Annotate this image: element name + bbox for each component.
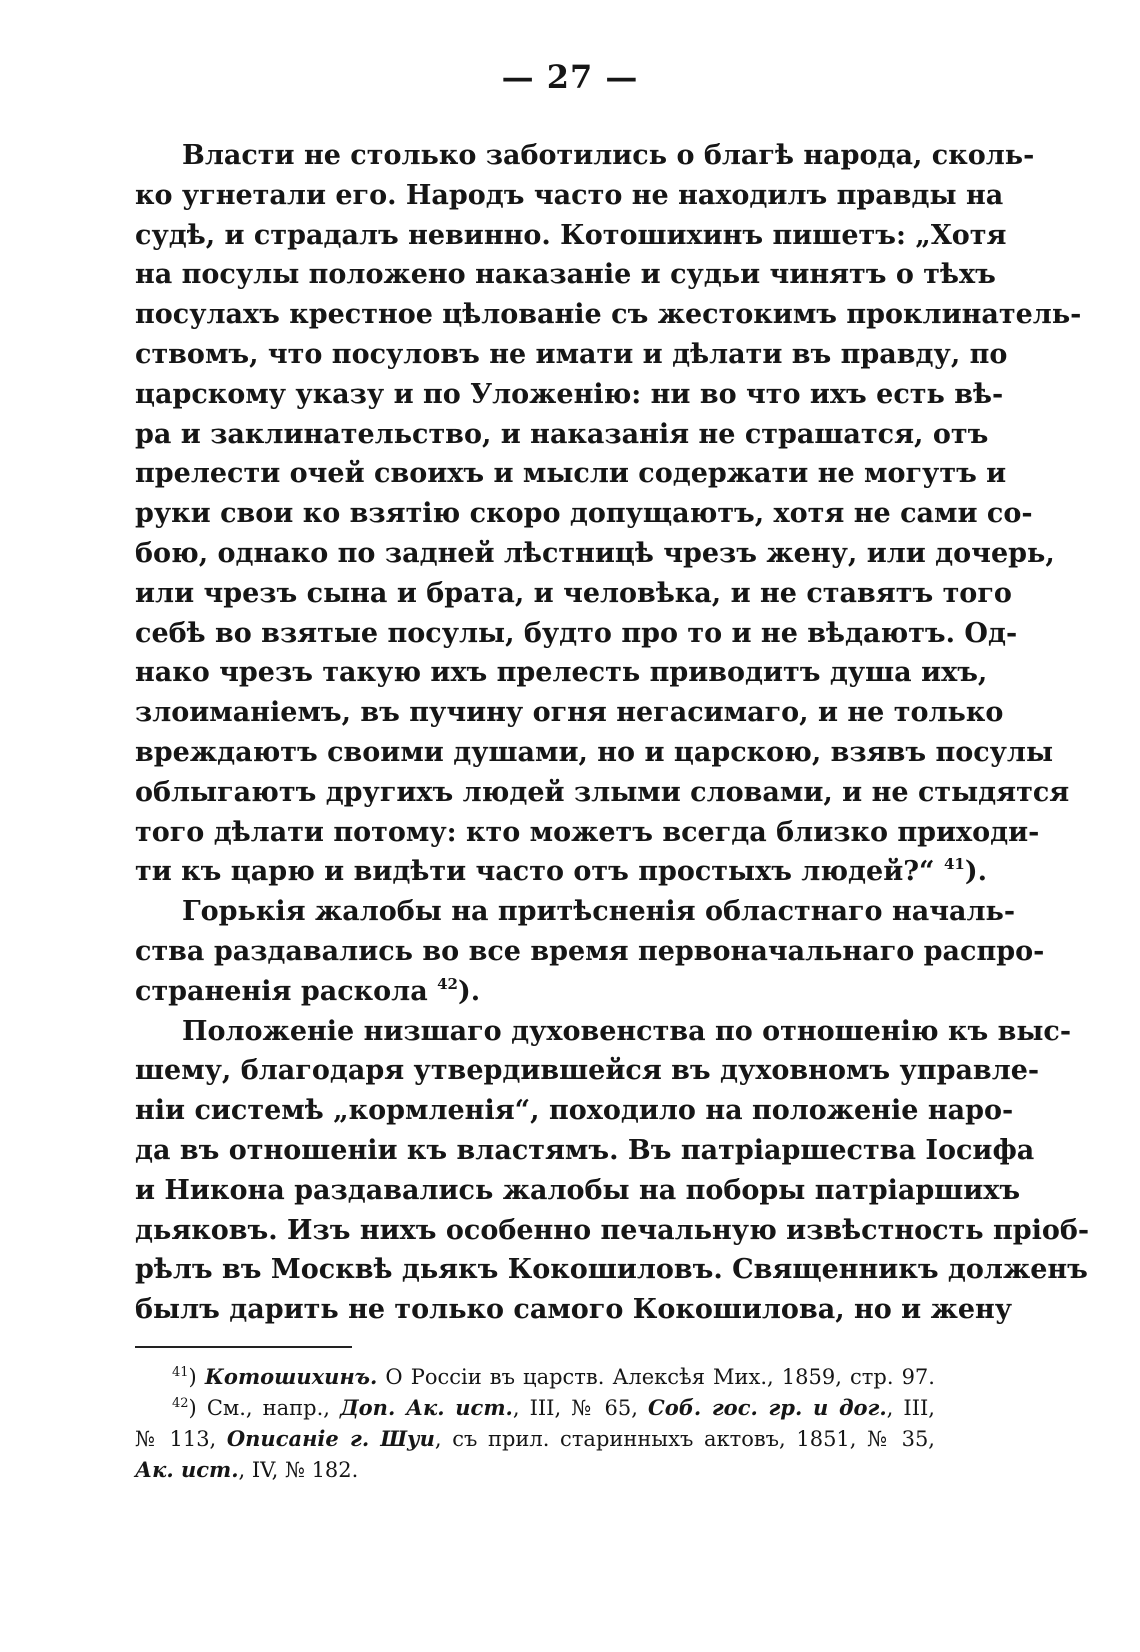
line-text: Власти не столько заботились о благѣ народа, сколь- bbox=[182, 140, 1035, 171]
text-line bbox=[135, 813, 1040, 853]
line-text: царскому указу и по Уложенію: ни во что ихъ есть вѣ- bbox=[135, 378, 1004, 410]
line-text: шему, благодаря утвердившейся въ духовномъ управле- bbox=[135, 1055, 1040, 1087]
footnote-reference-close: ). bbox=[964, 856, 988, 888]
footnote-source-title: Соб. гос. гр. и дог. bbox=[647, 1395, 887, 1420]
text-line bbox=[135, 216, 1007, 256]
text-line bbox=[135, 614, 1018, 654]
text-line bbox=[135, 653, 988, 693]
line-text: прелести очей своихъ и мысли содержати не могутъ и bbox=[135, 458, 1007, 490]
footnote-reference-close: ). bbox=[457, 975, 481, 1007]
line-text: ніи системѣ „кормленія“, походило на положеніе наро- bbox=[135, 1095, 1014, 1127]
footnote-paren: ) bbox=[188, 1365, 197, 1389]
footnote-source-title: Ак. ист. bbox=[135, 1457, 239, 1482]
line-text: облыгаютъ другихъ людей злыми словами, и не стыдятся bbox=[135, 776, 1070, 808]
line-text: себѣ во взятые посулы, будто про то и не вѣдаютъ. Од- bbox=[135, 617, 1018, 649]
text-line bbox=[135, 176, 1004, 216]
footnote-text: № 113, bbox=[135, 1427, 217, 1451]
line-text: того дѣлати потому: кто можетъ всегда близко приходи- bbox=[135, 816, 1040, 848]
footnote-text: , III, bbox=[886, 1396, 935, 1420]
text-line bbox=[135, 454, 1007, 494]
text-line bbox=[135, 136, 1035, 176]
text-line bbox=[135, 773, 1070, 813]
text-line bbox=[135, 693, 1004, 733]
line-text: злоиманіемъ, въ пучину огня негасимаго, и не только bbox=[135, 697, 1004, 729]
line-text: нако чрезъ такую ихъ прелесть приводитъ душа ихъ, bbox=[135, 657, 988, 689]
text-line bbox=[135, 415, 989, 455]
text-line bbox=[135, 494, 1033, 534]
line-text: былъ дарить не только самого Кокошилова, но и жену bbox=[135, 1294, 1013, 1326]
text-line bbox=[135, 1250, 1088, 1290]
text-line bbox=[135, 1290, 1013, 1330]
footnote-42-line-2 bbox=[135, 1423, 935, 1454]
footnote-marker: 42 bbox=[172, 1396, 189, 1411]
footnote-paren: ) bbox=[188, 1396, 197, 1420]
footnote-text: , съ прил. старинныхъ актовъ, 1851, № 35, bbox=[434, 1427, 935, 1451]
line-text: вреждаютъ своими душами, но и царскою, взявъ посулы bbox=[135, 736, 1054, 768]
footnote-source-title: Доп. Ак. ист. bbox=[340, 1395, 513, 1420]
line-text: ти къ царю и видѣти часто отъ простыхъ людей?“ bbox=[135, 856, 935, 888]
footnote-text: О Россіи въ царств. Алексѣя Мих., 1859, стр. 97. bbox=[385, 1365, 935, 1389]
line-text: страненія раскола bbox=[135, 975, 428, 1007]
footnote-source-title: Описаніе г. Шуи bbox=[226, 1426, 435, 1451]
text-line bbox=[135, 1131, 1035, 1171]
text-line bbox=[135, 852, 988, 892]
text-line bbox=[135, 892, 1016, 932]
footnote-reference: 42 bbox=[437, 974, 458, 993]
footnote-reference: 41 bbox=[943, 855, 965, 874]
text-line bbox=[135, 972, 935, 1012]
line-text: на посулы положено наказаніе и судьи чинятъ о тѣхъ bbox=[135, 259, 996, 291]
text-line bbox=[135, 932, 1045, 972]
footnote-marker: 41 bbox=[172, 1365, 189, 1380]
footnote-separator bbox=[135, 1346, 352, 1348]
line-text: ствомъ, что посуловъ не имати и дѣлати въ правду, по bbox=[135, 338, 1008, 370]
text-line bbox=[135, 733, 1054, 773]
line-text: бою, однако по задней лѣстницѣ чрезъ жену, или дочерь, bbox=[135, 537, 1055, 569]
text-line bbox=[135, 1211, 1090, 1251]
text-line bbox=[135, 574, 1012, 614]
footnote-42-line-3 bbox=[135, 1454, 935, 1485]
line-text: рѣлъ въ Москвѣ дьякъ Кокошиловъ. Священникъ долженъ bbox=[135, 1254, 1088, 1286]
line-text: Положеніе низшаго духовенства по отношенію къ выс- bbox=[182, 1015, 1072, 1047]
line-text: судѣ, и страдалъ невинно. Котошихинъ пишетъ: „Хотя bbox=[135, 219, 1007, 251]
line-text: ства раздавались во все время первоначальнаго распро- bbox=[135, 935, 1045, 967]
footnotes bbox=[135, 1361, 935, 1485]
line-text: дьяковъ. Изъ нихъ особенно печальную извѣстность пріоб- bbox=[135, 1214, 1090, 1246]
footnote-41 bbox=[135, 1361, 935, 1392]
body-text bbox=[135, 136, 1090, 1330]
page-number: — 27 — bbox=[501, 58, 639, 96]
line-text: да въ отношеніи къ властямъ. Въ патріаршества Іосифа bbox=[135, 1134, 1035, 1166]
text-line bbox=[135, 1051, 1040, 1091]
text-line bbox=[135, 375, 1004, 415]
line-text: руки свои ко взятію скоро допущаютъ, хотя не сами со- bbox=[135, 498, 1033, 530]
text-line bbox=[135, 534, 1055, 574]
text-line bbox=[135, 255, 996, 295]
line-text: посулахъ крестное цѣлованіе съ жестокимъ проклинатель- bbox=[135, 299, 1082, 331]
text-line bbox=[135, 335, 1008, 375]
line-text: ра и заклинательство, и наказанія не страшатся, отъ bbox=[135, 418, 989, 450]
line-text: или чрезъ сына и брата, и человѣка, и не ставятъ того bbox=[135, 577, 1012, 609]
line-text: Горькія жалобы на притѣсненія областнаго началь- bbox=[182, 896, 1016, 928]
footnote-text: , III, № 65, bbox=[512, 1396, 638, 1420]
text-line bbox=[135, 295, 1082, 335]
line-text: ко угнетали его. Народъ часто не находилъ правды на bbox=[135, 179, 1004, 211]
footnote-text: , IV, № 182. bbox=[238, 1458, 359, 1482]
footnote-text: См., напр., bbox=[206, 1396, 330, 1420]
text-line bbox=[135, 1091, 1014, 1131]
footnote-42-line-1 bbox=[135, 1392, 935, 1423]
footnote-author: Котошихинъ. bbox=[204, 1364, 378, 1389]
text-line bbox=[135, 1171, 1021, 1211]
line-text: и Никона раздавались жалобы на поборы патріаршихъ bbox=[135, 1174, 1021, 1206]
text-line bbox=[135, 1012, 1072, 1052]
